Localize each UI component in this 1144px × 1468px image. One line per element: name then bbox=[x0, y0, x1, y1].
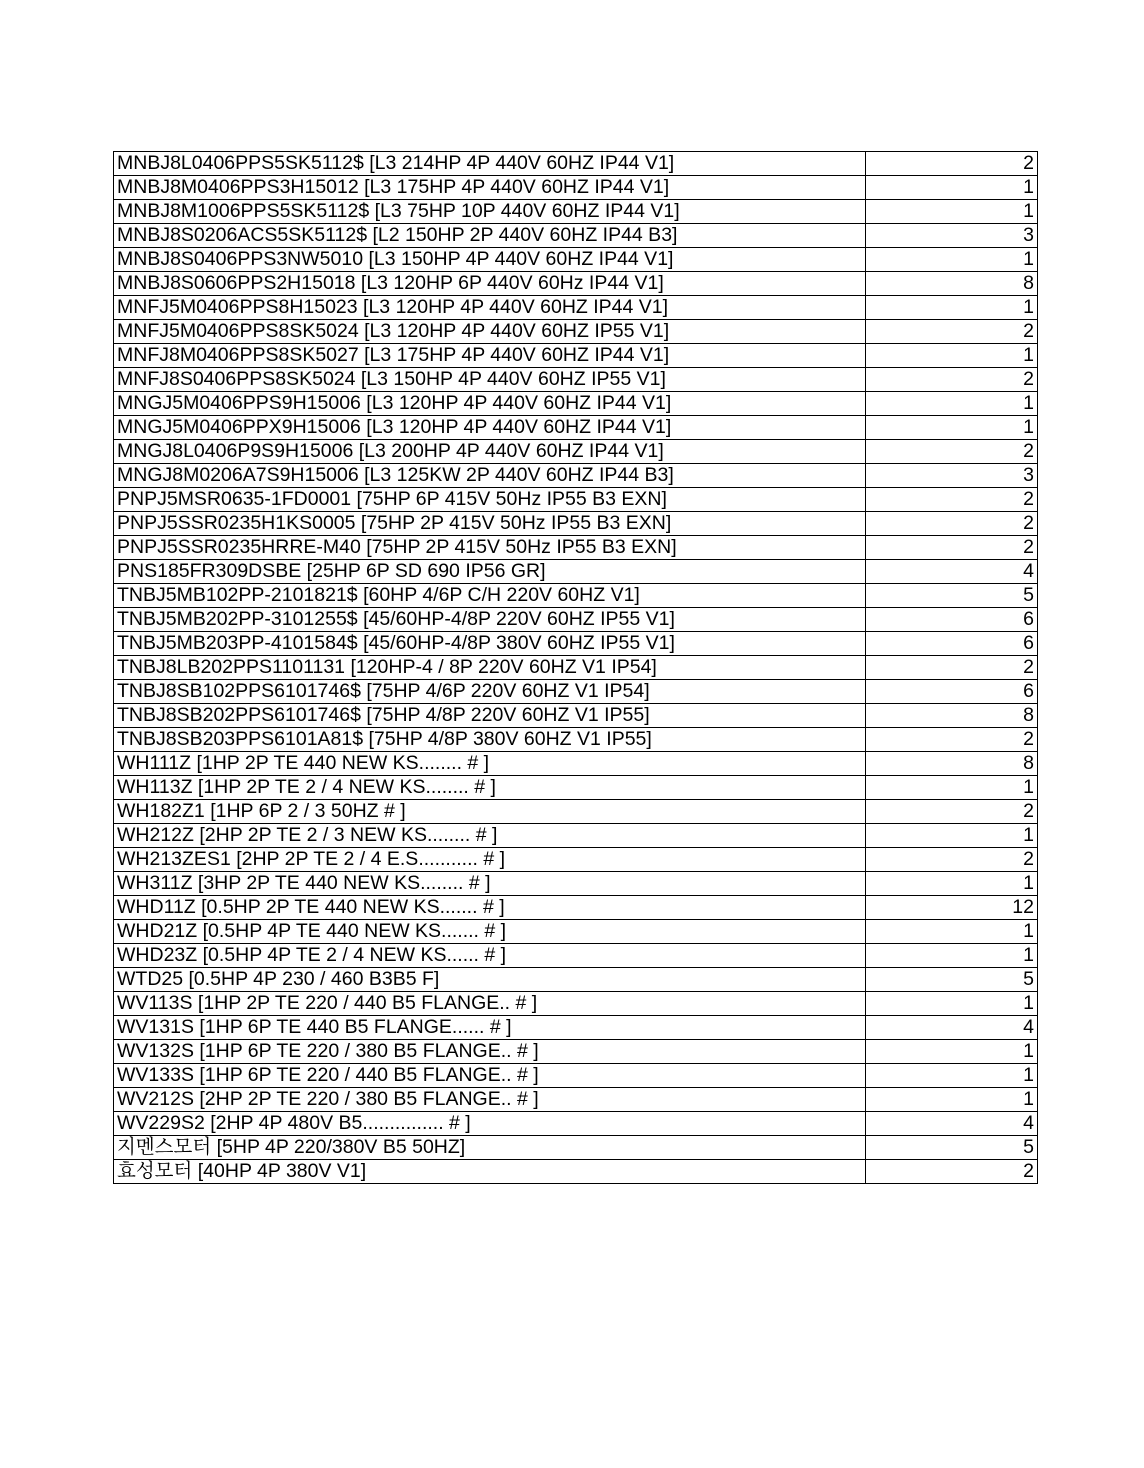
quantity-cell: 1 bbox=[866, 872, 1038, 896]
table-row bbox=[114, 608, 1038, 632]
item-description-cell: WH311Z [3HP 2P TE 440 NEW KS........ # ] bbox=[114, 872, 866, 896]
table-row bbox=[114, 344, 1038, 368]
table-row bbox=[114, 512, 1038, 536]
table-row bbox=[114, 1160, 1038, 1184]
quantity-cell: 5 bbox=[866, 1136, 1038, 1160]
quantity-cell: 1 bbox=[866, 416, 1038, 440]
table-row bbox=[114, 224, 1038, 248]
quantity-cell: 8 bbox=[866, 272, 1038, 296]
quantity-cell: 4 bbox=[866, 1016, 1038, 1040]
table-row bbox=[114, 776, 1038, 800]
quantity-cell: 1 bbox=[866, 176, 1038, 200]
item-description-cell: WV229S2 [2HP 4P 480V B5............... # ] bbox=[114, 1112, 866, 1136]
quantity-cell: 1 bbox=[866, 776, 1038, 800]
quantity-cell: 1 bbox=[866, 920, 1038, 944]
item-description-cell: TNBJ5MB202PP-3101255$ [45/60HP-4/8P 220V 60HZ IP55 V1] bbox=[114, 608, 866, 632]
item-description-cell: WHD23Z [0.5HP 4P TE 2 / 4 NEW KS...... # ] bbox=[114, 944, 866, 968]
table-row bbox=[114, 920, 1038, 944]
quantity-cell: 6 bbox=[866, 632, 1038, 656]
table-row bbox=[114, 560, 1038, 584]
table-row bbox=[114, 752, 1038, 776]
table-row bbox=[114, 896, 1038, 920]
table-row bbox=[114, 704, 1038, 728]
item-description-cell: WV131S [1HP 6P TE 440 B5 FLANGE...... # ] bbox=[114, 1016, 866, 1040]
quantity-cell: 2 bbox=[866, 800, 1038, 824]
table-row bbox=[114, 992, 1038, 1016]
table-row bbox=[114, 392, 1038, 416]
quantity-cell: 1 bbox=[866, 344, 1038, 368]
quantity-cell: 5 bbox=[866, 584, 1038, 608]
table-row bbox=[114, 632, 1038, 656]
item-description-cell: MNBJ8S0606PPS2H15018 [L3 120HP 6P 440V 60Hz IP44 V1] bbox=[114, 272, 866, 296]
table-row bbox=[114, 848, 1038, 872]
table-row bbox=[114, 296, 1038, 320]
table-row bbox=[114, 1136, 1038, 1160]
quantity-cell: 6 bbox=[866, 608, 1038, 632]
table-row bbox=[114, 176, 1038, 200]
quantity-cell: 2 bbox=[866, 488, 1038, 512]
item-description-cell: WV132S [1HP 6P TE 220 / 380 B5 FLANGE.. # ] bbox=[114, 1040, 866, 1064]
table-row bbox=[114, 1112, 1038, 1136]
item-description-cell: MNGJ5M0406PPX9H15006 [L3 120HP 4P 440V 60HZ IP44 V1] bbox=[114, 416, 866, 440]
quantity-cell: 1 bbox=[866, 248, 1038, 272]
item-description-cell: WH182Z1 [1HP 6P 2 / 3 50HZ # ] bbox=[114, 800, 866, 824]
quantity-cell: 2 bbox=[866, 440, 1038, 464]
quantity-cell: 1 bbox=[866, 1064, 1038, 1088]
table-row bbox=[114, 248, 1038, 272]
table-row bbox=[114, 320, 1038, 344]
quantity-cell: 8 bbox=[866, 752, 1038, 776]
quantity-cell: 8 bbox=[866, 704, 1038, 728]
quantity-cell: 1 bbox=[866, 200, 1038, 224]
item-description-cell: WHD11Z [0.5HP 2P TE 440 NEW KS....... # ] bbox=[114, 896, 866, 920]
item-description-cell: WTD25 [0.5HP 4P 230 / 460 B3B5 F] bbox=[114, 968, 866, 992]
table-row bbox=[114, 944, 1038, 968]
inventory-table-body bbox=[114, 152, 1038, 1184]
item-description-cell: WH212Z [2HP 2P TE 2 / 3 NEW KS........ # ] bbox=[114, 824, 866, 848]
table-row bbox=[114, 1088, 1038, 1112]
item-description-cell: MNFJ5M0406PPS8SK5024 [L3 120HP 4P 440V 60HZ IP55 V1] bbox=[114, 320, 866, 344]
item-description-cell: TNBJ5MB102PP-2101821$ [60HP 4/6P C/H 220V 60HZ V1] bbox=[114, 584, 866, 608]
inventory-table bbox=[113, 151, 1038, 1184]
table-row bbox=[114, 1016, 1038, 1040]
item-description-cell: WH213ZES1 [2HP 2P TE 2 / 4 E.S........... # ] bbox=[114, 848, 866, 872]
quantity-cell: 1 bbox=[866, 1088, 1038, 1112]
quantity-cell: 1 bbox=[866, 824, 1038, 848]
item-description-cell: MNGJ8M0206A7S9H15006 [L3 125KW 2P 440V 60HZ IP44 B3] bbox=[114, 464, 866, 488]
item-description-cell: 지멘스모터 [5HP 4P 220/380V B5 50HZ] bbox=[114, 1136, 866, 1160]
item-description-cell: MNBJ8M0406PPS3H15012 [L3 175HP 4P 440V 60HZ IP44 V1] bbox=[114, 176, 866, 200]
item-description-cell: PNS185FR309DSBE [25HP 6P SD 690 IP56 GR] bbox=[114, 560, 866, 584]
table-row bbox=[114, 464, 1038, 488]
quantity-cell: 2 bbox=[866, 536, 1038, 560]
item-description-cell: PNPJ5SSR0235H1KS0005 [75HP 2P 415V 50Hz IP55 B3 EXN] bbox=[114, 512, 866, 536]
quantity-cell: 2 bbox=[866, 848, 1038, 872]
item-description-cell: MNGJ5M0406PPS9H15006 [L3 120HP 4P 440V 60HZ IP44 V1] bbox=[114, 392, 866, 416]
quantity-cell: 2 bbox=[866, 728, 1038, 752]
item-description-cell: WH111Z [1HP 2P TE 440 NEW KS........ # ] bbox=[114, 752, 866, 776]
table-row bbox=[114, 1040, 1038, 1064]
table-row bbox=[114, 536, 1038, 560]
item-description-cell: MNBJ8L0406PPS5SK5112$ [L3 214HP 4P 440V 60HZ IP44 V1] bbox=[114, 152, 866, 176]
item-description-cell: MNFJ8M0406PPS8SK5027 [L3 175HP 4P 440V 60HZ IP44 V1] bbox=[114, 344, 866, 368]
table-row bbox=[114, 272, 1038, 296]
quantity-cell: 2 bbox=[866, 1160, 1038, 1184]
table-row bbox=[114, 368, 1038, 392]
item-description-cell: PNPJ5MSR0635-1FD0001 [75HP 6P 415V 50Hz IP55 B3 EXN] bbox=[114, 488, 866, 512]
quantity-cell: 1 bbox=[866, 392, 1038, 416]
quantity-cell: 5 bbox=[866, 968, 1038, 992]
quantity-cell: 2 bbox=[866, 320, 1038, 344]
table-row bbox=[114, 728, 1038, 752]
table-row bbox=[114, 680, 1038, 704]
quantity-cell: 2 bbox=[866, 656, 1038, 680]
table-row bbox=[114, 440, 1038, 464]
item-description-cell: MNFJ5M0406PPS8H15023 [L3 120HP 4P 440V 60HZ IP44 V1] bbox=[114, 296, 866, 320]
table-row bbox=[114, 584, 1038, 608]
quantity-cell: 12 bbox=[866, 896, 1038, 920]
item-description-cell: MNBJ8S0406PPS3NW5010 [L3 150HP 4P 440V 60HZ IP44 V1] bbox=[114, 248, 866, 272]
table-row bbox=[114, 1064, 1038, 1088]
item-description-cell: WV212S [2HP 2P TE 220 / 380 B5 FLANGE.. # ] bbox=[114, 1088, 866, 1112]
item-description-cell: WHD21Z [0.5HP 4P TE 440 NEW KS....... # ] bbox=[114, 920, 866, 944]
item-description-cell: WV133S [1HP 6P TE 220 / 440 B5 FLANGE.. # ] bbox=[114, 1064, 866, 1088]
item-description-cell: MNFJ8S0406PPS8SK5024 [L3 150HP 4P 440V 60HZ IP55 V1] bbox=[114, 368, 866, 392]
item-description-cell: TNBJ8SB203PPS6101A81$ [75HP 4/8P 380V 60HZ V1 IP55] bbox=[114, 728, 866, 752]
table-row bbox=[114, 800, 1038, 824]
quantity-cell: 1 bbox=[866, 944, 1038, 968]
table-row bbox=[114, 488, 1038, 512]
item-description-cell: MNBJ8M1006PPS5SK5112$ [L3 75HP 10P 440V 60HZ IP44 V1] bbox=[114, 200, 866, 224]
quantity-cell: 6 bbox=[866, 680, 1038, 704]
item-description-cell: TNBJ8LB202PPS1101131 [120HP-4 / 8P 220V 60HZ V1 IP54] bbox=[114, 656, 866, 680]
quantity-cell: 3 bbox=[866, 464, 1038, 488]
item-description-cell: TNBJ8SB102PPS6101746$ [75HP 4/6P 220V 60HZ V1 IP54] bbox=[114, 680, 866, 704]
item-description-cell: WH113Z [1HP 2P TE 2 / 4 NEW KS........ # ] bbox=[114, 776, 866, 800]
item-description-cell: MNGJ8L0406P9S9H15006 [L3 200HP 4P 440V 60HZ IP44 V1] bbox=[114, 440, 866, 464]
item-description-cell: PNPJ5SSR0235HRRE-M40 [75HP 2P 415V 50Hz IP55 B3 EXN] bbox=[114, 536, 866, 560]
quantity-cell: 2 bbox=[866, 368, 1038, 392]
quantity-cell: 4 bbox=[866, 1112, 1038, 1136]
item-description-cell: TNBJ8SB202PPS6101746$ [75HP 4/8P 220V 60HZ V1 IP55] bbox=[114, 704, 866, 728]
quantity-cell: 3 bbox=[866, 224, 1038, 248]
item-description-cell: 효성모터 [40HP 4P 380V V1] bbox=[114, 1160, 866, 1184]
table-row bbox=[114, 824, 1038, 848]
quantity-cell: 1 bbox=[866, 992, 1038, 1016]
item-description-cell: WV113S [1HP 2P TE 220 / 440 B5 FLANGE.. # ] bbox=[114, 992, 866, 1016]
table-row bbox=[114, 200, 1038, 224]
table-row bbox=[114, 656, 1038, 680]
quantity-cell: 1 bbox=[866, 1040, 1038, 1064]
item-description-cell: TNBJ5MB203PP-4101584$ [45/60HP-4/8P 380V 60HZ IP55 V1] bbox=[114, 632, 866, 656]
table-row bbox=[114, 872, 1038, 896]
quantity-cell: 1 bbox=[866, 296, 1038, 320]
quantity-cell: 2 bbox=[866, 512, 1038, 536]
table-row bbox=[114, 152, 1038, 176]
quantity-cell: 4 bbox=[866, 560, 1038, 584]
table-row bbox=[114, 968, 1038, 992]
quantity-cell: 2 bbox=[866, 152, 1038, 176]
table-row bbox=[114, 416, 1038, 440]
item-description-cell: MNBJ8S0206ACS5SK5112$ [L2 150HP 2P 440V 60HZ IP44 B3] bbox=[114, 224, 866, 248]
